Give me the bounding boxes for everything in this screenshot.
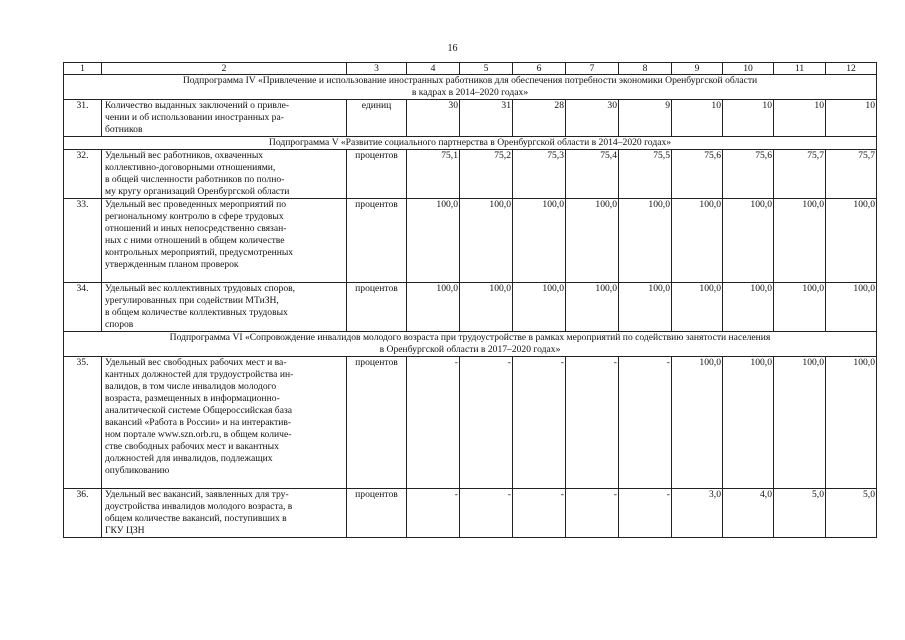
column-number: 10 xyxy=(723,63,774,75)
indicator-value: 100,0 xyxy=(723,199,774,283)
column-number: 6 xyxy=(513,63,566,75)
indicator-value: 30 xyxy=(566,100,619,137)
indicator-name: Удельный вес коллективных трудовых споров, урегулированных при содействии МТиЗН, в общем количестве коллективных трудовых споров xyxy=(102,283,347,332)
indicator-value: 100,0 xyxy=(407,199,460,283)
indicator-value: - xyxy=(566,357,619,489)
subprogram-header-row xyxy=(64,75,877,100)
indicator-value: 10 xyxy=(723,100,774,137)
unit-of-measure: процентов xyxy=(347,150,407,199)
row-number: 32. xyxy=(64,150,102,199)
indicator-value: 5,0 xyxy=(826,489,877,538)
indicator-value: 100,0 xyxy=(774,199,826,283)
unit-of-measure: процентов xyxy=(347,489,407,538)
indicator-name: Удельный вес свободных рабочих мест и ва- кантных должностей для трудоустройства ин- валидов, в том числе инвалидов молодого возраста, размещенных в информационно- аналитической системе Общероссийская база вакансий «Работа в России» и на интерактив- ном портале www.szn.orb.ru, в общем количе- стве свободных рабочих мест и вакантных должностей для инвалидов, подлежащих опубликованию xyxy=(102,357,347,489)
column-number: 8 xyxy=(619,63,672,75)
indicator-value: 100,0 xyxy=(460,199,513,283)
indicator-name: Удельный вес вакансий, заявленных для тру- доустройства инвалидов молодого возраста, в общем количестве вакансий, поступивших в ГКУ ЦЗН xyxy=(102,489,347,538)
row-number: 33. xyxy=(64,199,102,283)
indicator-value: 75,7 xyxy=(774,150,826,199)
column-number: 11 xyxy=(774,63,826,75)
column-number: 4 xyxy=(407,63,460,75)
indicator-row xyxy=(64,283,877,332)
indicator-value: 30 xyxy=(407,100,460,137)
indicator-value: 100,0 xyxy=(566,283,619,332)
indicator-value: 100,0 xyxy=(619,283,672,332)
indicator-row xyxy=(64,357,877,489)
column-number: 3 xyxy=(347,63,407,75)
indicator-name: Удельный вес работников, охваченных коллективно-договорными отношениями, в общей численности работников по полно- му кругу организаций Оренбургской области xyxy=(102,150,347,199)
indicator-value: 4,0 xyxy=(723,489,774,538)
indicator-value: 100,0 xyxy=(672,283,723,332)
column-number: 2 xyxy=(102,63,347,75)
subprogram-title: Подпрограмма V «Развитие социального партнерства в Оренбургской области в 2014–2020 годах» xyxy=(64,137,877,150)
indicator-value: 100,0 xyxy=(672,357,723,489)
indicators-table xyxy=(63,62,877,538)
indicator-value: 100,0 xyxy=(566,199,619,283)
indicator-value: - xyxy=(513,357,566,489)
indicator-value: 100,0 xyxy=(407,283,460,332)
page-number: 16 xyxy=(447,43,458,54)
indicator-value: 100,0 xyxy=(619,199,672,283)
indicator-value: 75,6 xyxy=(672,150,723,199)
row-number: 35. xyxy=(64,357,102,489)
indicator-value: - xyxy=(460,489,513,538)
unit-of-measure: единиц xyxy=(347,100,407,137)
indicator-value: 75,1 xyxy=(407,150,460,199)
column-number: 1 xyxy=(64,63,102,75)
unit-of-measure: процентов xyxy=(347,357,407,489)
subprogram-header-row xyxy=(64,137,877,150)
unit-of-measure: процентов xyxy=(347,283,407,332)
indicator-name: Удельный вес проведенных мероприятий по региональному контролю в сфере трудовых отношений и иных непосредственно связан- ных с ними отношений в общем количестве контрольных мероприятий, предусмотренных утвержденным планом проверок xyxy=(102,199,347,283)
column-numbers-row xyxy=(64,63,877,75)
indicator-value: - xyxy=(407,357,460,489)
subprogram-title: Подпрограмма VI «Сопровождение инвалидов молодого возраста при трудоустройстве в рамках мероприятий по содействию занятости населения в Оренбургской области в 2017–2020 годах» xyxy=(64,332,877,357)
indicator-value: 100,0 xyxy=(774,357,826,489)
indicator-value: 100,0 xyxy=(826,357,877,489)
row-number: 36. xyxy=(64,489,102,538)
indicator-value: 100,0 xyxy=(723,357,774,489)
indicator-value: 75,6 xyxy=(723,150,774,199)
indicator-value: 75,2 xyxy=(460,150,513,199)
indicator-row xyxy=(64,489,877,538)
indicator-value: 100,0 xyxy=(774,283,826,332)
indicator-value: 75,5 xyxy=(619,150,672,199)
row-number: 31. xyxy=(64,100,102,137)
indicator-value: 100,0 xyxy=(513,199,566,283)
indicator-row xyxy=(64,100,877,137)
indicator-value: 100,0 xyxy=(826,283,877,332)
indicator-value: 75,3 xyxy=(513,150,566,199)
indicator-value: - xyxy=(619,357,672,489)
indicator-value: - xyxy=(566,489,619,538)
indicator-value: - xyxy=(407,489,460,538)
indicator-value: - xyxy=(513,489,566,538)
indicator-value: 3,0 xyxy=(672,489,723,538)
column-number: 7 xyxy=(566,63,619,75)
table-body xyxy=(64,63,877,538)
indicator-row xyxy=(64,150,877,199)
indicator-value: 10 xyxy=(826,100,877,137)
column-number: 5 xyxy=(460,63,513,75)
indicator-value: 10 xyxy=(672,100,723,137)
indicator-value: 100,0 xyxy=(513,283,566,332)
indicator-value: 9 xyxy=(619,100,672,137)
subprogram-title: Подпрограмма IV «Привлечение и использование иностранных работников для обеспечения потребности экономики Оренбургской области в кадрах в 2014–2020 годах» xyxy=(64,75,877,100)
column-number: 9 xyxy=(672,63,723,75)
column-number: 12 xyxy=(826,63,877,75)
indicator-value: - xyxy=(460,357,513,489)
indicator-value: 100,0 xyxy=(826,199,877,283)
unit-of-measure: процентов xyxy=(347,199,407,283)
indicator-value: 31 xyxy=(460,100,513,137)
indicator-value: - xyxy=(619,489,672,538)
indicator-value: 28 xyxy=(513,100,566,137)
indicator-value: 100,0 xyxy=(723,283,774,332)
row-number: 34. xyxy=(64,283,102,332)
indicator-value: 100,0 xyxy=(460,283,513,332)
indicator-row xyxy=(64,199,877,283)
subprogram-header-row xyxy=(64,332,877,357)
indicator-value: 5,0 xyxy=(774,489,826,538)
indicator-value: 10 xyxy=(774,100,826,137)
indicator-name: Количество выданных заключений о привле- чении и об использовании иностранных ра- ботников xyxy=(102,100,347,137)
indicator-value: 75,4 xyxy=(566,150,619,199)
indicator-value: 75,7 xyxy=(826,150,877,199)
indicator-value: 100,0 xyxy=(672,199,723,283)
